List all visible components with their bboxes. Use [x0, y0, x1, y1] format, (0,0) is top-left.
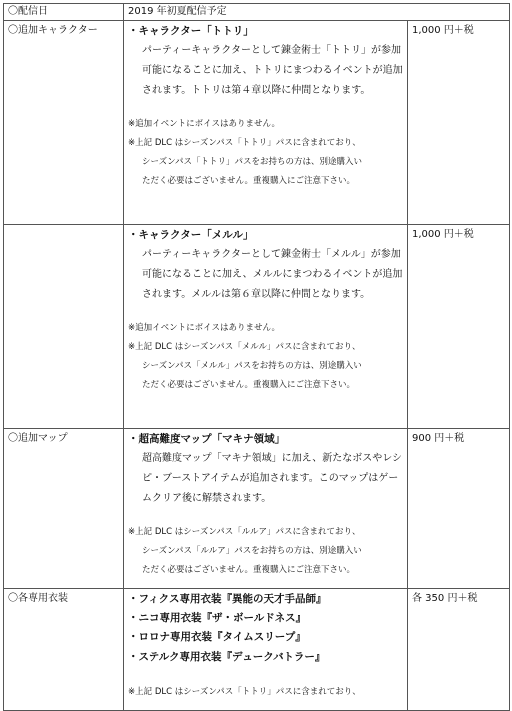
price-cell: 900 円＋税	[408, 429, 510, 589]
note-line: シーズンパス「トトリ」パスをお持ちの方は、別途購入い	[142, 157, 362, 168]
header-row	[4, 4, 510, 21]
category-cell: 〇追加キャラクター	[4, 21, 124, 225]
category-cell	[4, 225, 124, 429]
costume-item: ・ステルク専用衣装『デュークバトラー』	[128, 650, 326, 663]
content-cell	[124, 225, 408, 429]
table-row	[4, 21, 510, 225]
table-row	[4, 225, 510, 429]
costume-item: ・フィクス専用衣装『異能の天才手品師』	[128, 593, 327, 605]
note-line: ただく必要はございません。重複購入にご注意下さい。	[142, 565, 356, 576]
item-title: ・超高難度マップ「マキナ領域」	[128, 433, 286, 445]
price-cell: 1,000 円＋税	[408, 225, 510, 429]
content-cell	[124, 589, 408, 711]
costume-item: ・ニコ専用衣装『ザ・ボールドネス』	[128, 612, 307, 625]
table-row	[4, 429, 510, 589]
header-release-label: 〇配信日	[4, 4, 124, 21]
note-line: ※上記 DLC はシーズンパス「トトリ」パスに含まれており、	[128, 138, 361, 149]
note-line: シーズンパス「ルルア」パスをお持ちの方は、別途購入い	[142, 546, 362, 557]
note-line: ※上記 DLC はシーズンパス「トトリ」パスに含まれており、	[128, 686, 361, 697]
costume-item: ・ロロナ専用衣装『タイムスリープ』	[128, 631, 306, 644]
note-line: ※追加イベントにボイスはありません。	[128, 119, 281, 130]
item-title: ・キャラクター「トトリ」	[128, 25, 254, 37]
item-description: 超高難度マップ「マキナ領域」に加え、新たなボスやレシピ・ブーストアイテムが追加されます。このマップはゲームクリア後に解禁されます。	[142, 453, 402, 505]
note-line: ※追加イベントにボイスはありません。	[128, 323, 281, 334]
item-title: ・キャラクター「メルル」	[128, 229, 254, 241]
note-line: ※上記 DLC はシーズンパス「ルルア」パスに含まれており、	[128, 527, 361, 538]
category-cell: 〇追加マップ	[4, 429, 124, 589]
content-cell	[124, 21, 408, 225]
item-description: パーティーキャラクターとして錬金術士「メルル」が参加可能になることに加え、メルルにまつわるイベントが追加されます。メルルは第６章以降に仲間となります。	[142, 249, 403, 301]
note-line: ただく必要はございません。重複購入にご注意下さい。	[142, 380, 356, 391]
table-row	[4, 589, 510, 711]
category-cell: 〇各専用衣装	[4, 589, 124, 711]
header-release-date: 2019 年初夏配信予定	[124, 4, 510, 21]
dlc-schedule-table	[3, 3, 510, 711]
item-description: パーティーキャラクターとして錬金術士「トトリ」が参加可能になることに加え、トトリにまつわるイベントが追加されます。トトリは第４章以降に仲間となります。	[142, 45, 403, 97]
content-cell	[124, 429, 408, 589]
price-cell: 1,000 円＋税	[408, 21, 510, 225]
note-line: ※上記 DLC はシーズンパス「メルル」パスに含まれており、	[128, 342, 361, 353]
note-line: シーズンパス「メルル」パスをお持ちの方は、別途購入い	[142, 361, 362, 372]
note-line: ただく必要はございません。重複購入にご注意下さい。	[142, 176, 356, 187]
price-cell: 各 350 円＋税	[408, 589, 510, 711]
